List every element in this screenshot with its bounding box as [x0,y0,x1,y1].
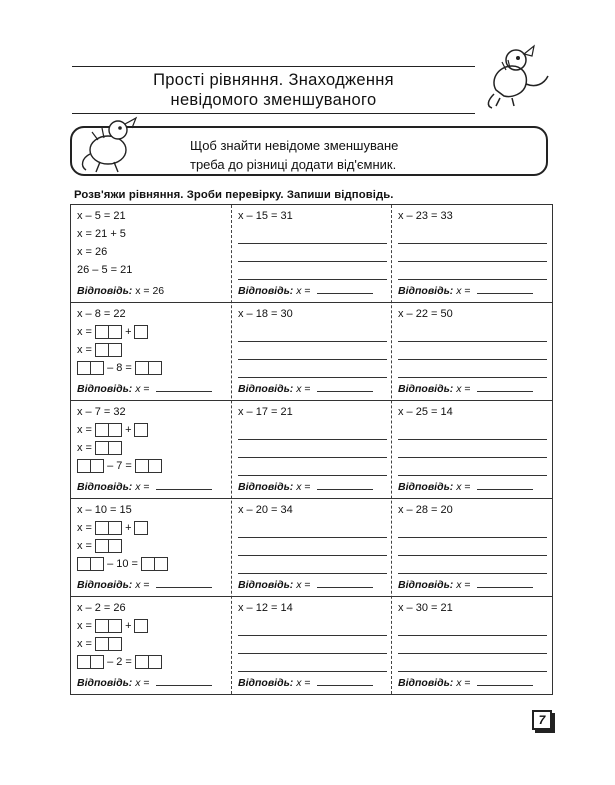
task-cell [71,499,232,597]
digit-box[interactable] [95,619,109,633]
example-answer [77,285,164,297]
work-line[interactable] [398,377,547,378]
task-cell [232,205,393,303]
work-line[interactable] [238,439,387,440]
title-line-2: невідомого зменшуваного [170,91,377,109]
digit-box[interactable] [134,423,148,437]
var-x: x [77,442,83,454]
digit-box[interactable] [108,637,122,651]
var-x: x [77,326,83,338]
var-x: x [296,285,302,297]
digit-box[interactable] [135,459,149,473]
answer-row: Відповідь: x = [398,481,533,493]
solution-boxes-row-2: x = [77,342,122,358]
task-equation: x – 17 = 21 [238,406,293,418]
digit-box[interactable] [77,361,91,375]
task-equation: x – 10 = 15 [77,504,132,516]
answer-row: Відповідь: x = [77,677,212,689]
digit-box[interactable] [95,637,109,651]
work-line[interactable] [238,279,387,280]
task-equation: x – 20 = 34 [238,504,293,516]
work-line[interactable] [398,573,547,574]
digit-box[interactable] [134,521,148,535]
answer-blank[interactable] [156,579,212,588]
task-cell [392,303,553,401]
digit-box[interactable] [77,459,91,473]
digit-box[interactable] [90,655,104,669]
answer-row: Відповідь: x = [77,579,212,591]
solution-boxes-row-2: x = [77,636,122,652]
answer-row: Відповідь: x = [238,579,373,591]
answer-blank[interactable] [156,481,212,490]
solution-boxes-row-1: x = + [77,324,148,340]
answer-label: Відповідь: [77,481,133,493]
answer-label: Відповідь: [238,579,294,591]
task-equation: x – 18 = 30 [238,308,293,320]
solution-boxes-row-1: x = + [77,618,148,634]
digit-box[interactable] [154,557,168,571]
task-cell [392,401,553,499]
work-line[interactable] [398,537,547,538]
var-x: x [296,579,302,591]
task-equation: x – 2 = 26 [77,602,126,614]
task-cell [71,597,232,695]
task-cell [392,205,553,303]
digit-box[interactable] [90,557,104,571]
answer-blank[interactable] [317,677,373,686]
var-x: x [77,540,83,552]
task-equation: x – 30 = 21 [398,602,453,614]
work-line[interactable] [238,555,387,556]
var-x: x [296,383,302,395]
answer-label: Відповідь: [77,285,133,297]
var-x: x [135,677,141,689]
var-x: x [135,579,141,591]
digit-box[interactable] [108,441,122,455]
work-line[interactable] [398,635,547,636]
solution-boxes-row-1: x = + [77,422,148,438]
answer-row: Відповідь: x = [398,677,533,689]
work-line[interactable] [238,635,387,636]
answer-row: Відповідь: x = [238,383,373,395]
task-equation: x – 12 = 14 [238,602,293,614]
example-cell [71,205,232,303]
answer-label: Відповідь: [238,285,294,297]
task-cell [232,597,393,695]
digit-box[interactable] [95,521,109,535]
answer-blank[interactable] [317,481,373,490]
task-cell [232,499,393,597]
answer-row: Відповідь: x = [77,383,212,395]
var-x: x [77,424,83,436]
digit-box[interactable] [95,539,109,553]
example-check: 26 – 5 = 21 [77,264,133,276]
digit-box[interactable] [108,325,122,339]
digit-box[interactable] [148,459,162,473]
answer-blank[interactable] [317,383,373,392]
digit-box[interactable] [95,325,109,339]
check-row [77,458,162,474]
answer-blank[interactable] [477,579,533,588]
task-equation: x – 15 = 31 [238,210,293,222]
example-step-1: x = 21 + 5 [77,228,126,240]
digit-box[interactable] [148,655,162,669]
work-line[interactable] [238,359,387,360]
digit-box[interactable] [141,557,155,571]
work-line[interactable] [398,243,547,244]
digit-box[interactable] [77,655,91,669]
solution-boxes-row-1: x = + [77,520,148,536]
var-x: x [77,620,83,632]
task-cell [232,303,393,401]
answer-label: Відповідь: [238,481,294,493]
answer-blank[interactable] [477,383,533,392]
digit-box[interactable] [95,423,109,437]
mascot-illustration [78,114,148,176]
work-line[interactable] [238,457,387,458]
check-operation: – 7 = [107,460,132,472]
answer-row: Відповідь: x = [77,481,212,493]
digit-box[interactable] [134,325,148,339]
task-cell [392,597,553,695]
work-line[interactable] [398,439,547,440]
instruction: Розв'яжи рівняння. Зроби перевірку. Запиши відповідь. [74,189,394,201]
var-x: x [135,481,141,493]
work-line[interactable] [398,279,547,280]
answer-row: Відповідь: x = [398,579,533,591]
digit-box[interactable] [90,459,104,473]
work-line[interactable] [238,671,387,672]
answer-label: Відповідь: [238,383,294,395]
solution-boxes-row-2: x = [77,538,122,554]
page-number: 7 [532,710,552,730]
digit-box[interactable] [108,619,122,633]
var-x: x [296,677,302,689]
check-operation: – 8 = [107,362,132,374]
answer-row: Відповідь: x = [398,383,533,395]
digit-box[interactable] [135,361,149,375]
example-equation: x – 5 = 21 [77,210,126,222]
example-step-2: x = 26 [77,246,108,258]
answer-label: Відповідь: [77,383,133,395]
work-line[interactable] [398,359,547,360]
work-line[interactable] [398,671,547,672]
var-x: x [77,344,83,356]
task-equation: x – 25 = 14 [398,406,453,418]
rule-line-2: треба до різниці додати від'ємник. [190,157,397,172]
work-line[interactable] [238,243,387,244]
digit-box[interactable] [95,343,109,357]
work-line[interactable] [398,555,547,556]
digit-box[interactable] [134,619,148,633]
check-row [77,654,162,670]
dragon-illustration [482,40,554,112]
answer-label: Відповідь: [398,481,454,493]
check-operation: – 10 = [107,558,138,570]
var-x: x [456,383,462,395]
answer-blank[interactable] [477,677,533,686]
answer-blank[interactable] [477,481,533,490]
answer-blank[interactable] [317,285,373,294]
digit-box[interactable] [108,343,122,357]
answer-blank[interactable] [156,383,212,392]
digit-box[interactable] [95,441,109,455]
var-x: x [456,579,462,591]
work-line[interactable] [238,377,387,378]
check-row [77,360,162,376]
var-x: x [77,638,83,650]
exercise-grid [70,204,553,695]
page-title [72,70,475,110]
check-operation: – 2 = [107,656,132,668]
answer-label: Відповідь: [238,677,294,689]
solution-boxes-row-2: x = [77,440,122,456]
task-cell [232,401,393,499]
rule-line-1: Щоб знайти невідоме зменшуване [190,138,399,153]
answer-row: Відповідь: x = [398,285,533,297]
work-line[interactable] [238,653,387,654]
var-x: x [456,677,462,689]
work-line[interactable] [398,457,547,458]
title-line-1: Прості рівняння. Знаходження [153,71,394,89]
title-rule-top [72,66,475,67]
example-answer-value: x = 26 [135,285,165,297]
task-equation: x – 28 = 20 [398,504,453,516]
task-equation: x – 7 = 32 [77,406,126,418]
answer-blank[interactable] [477,285,533,294]
task-equation: x – 23 = 33 [398,210,453,222]
work-line[interactable] [238,341,387,342]
work-line[interactable] [398,475,547,476]
work-line[interactable] [238,261,387,262]
answer-label: Відповідь: [77,677,133,689]
digit-box[interactable] [135,655,149,669]
work-line[interactable] [398,341,547,342]
digit-box[interactable] [108,423,122,437]
var-x: x [456,481,462,493]
task-cell [392,499,553,597]
var-x: x [77,522,83,534]
work-line[interactable] [398,653,547,654]
answer-row: Відповідь: x = [238,481,373,493]
answer-label: Відповідь: [398,677,454,689]
digit-box[interactable] [90,361,104,375]
work-line[interactable] [398,261,547,262]
answer-label: Відповідь: [398,383,454,395]
rule-box [70,126,548,176]
check-row [77,556,168,572]
answer-blank[interactable] [156,677,212,686]
task-cell [71,401,232,499]
task-equation: x – 8 = 22 [77,308,126,320]
digit-box[interactable] [77,557,91,571]
var-x: x [296,481,302,493]
answer-blank[interactable] [317,579,373,588]
answer-label: Відповідь: [77,579,133,591]
digit-box[interactable] [148,361,162,375]
answer-label: Відповідь: [398,285,454,297]
work-line[interactable] [238,573,387,574]
answer-row: Відповідь: x = [238,677,373,689]
digit-box[interactable] [108,521,122,535]
answer-label: Відповідь: [398,579,454,591]
var-x: x [456,285,462,297]
work-line[interactable] [238,537,387,538]
answer-row: Відповідь: x = [238,285,373,297]
task-equation: x – 22 = 50 [398,308,453,320]
work-line[interactable] [238,475,387,476]
task-cell [71,303,232,401]
rule-text [190,136,398,174]
digit-box[interactable] [108,539,122,553]
var-x: x [135,383,141,395]
